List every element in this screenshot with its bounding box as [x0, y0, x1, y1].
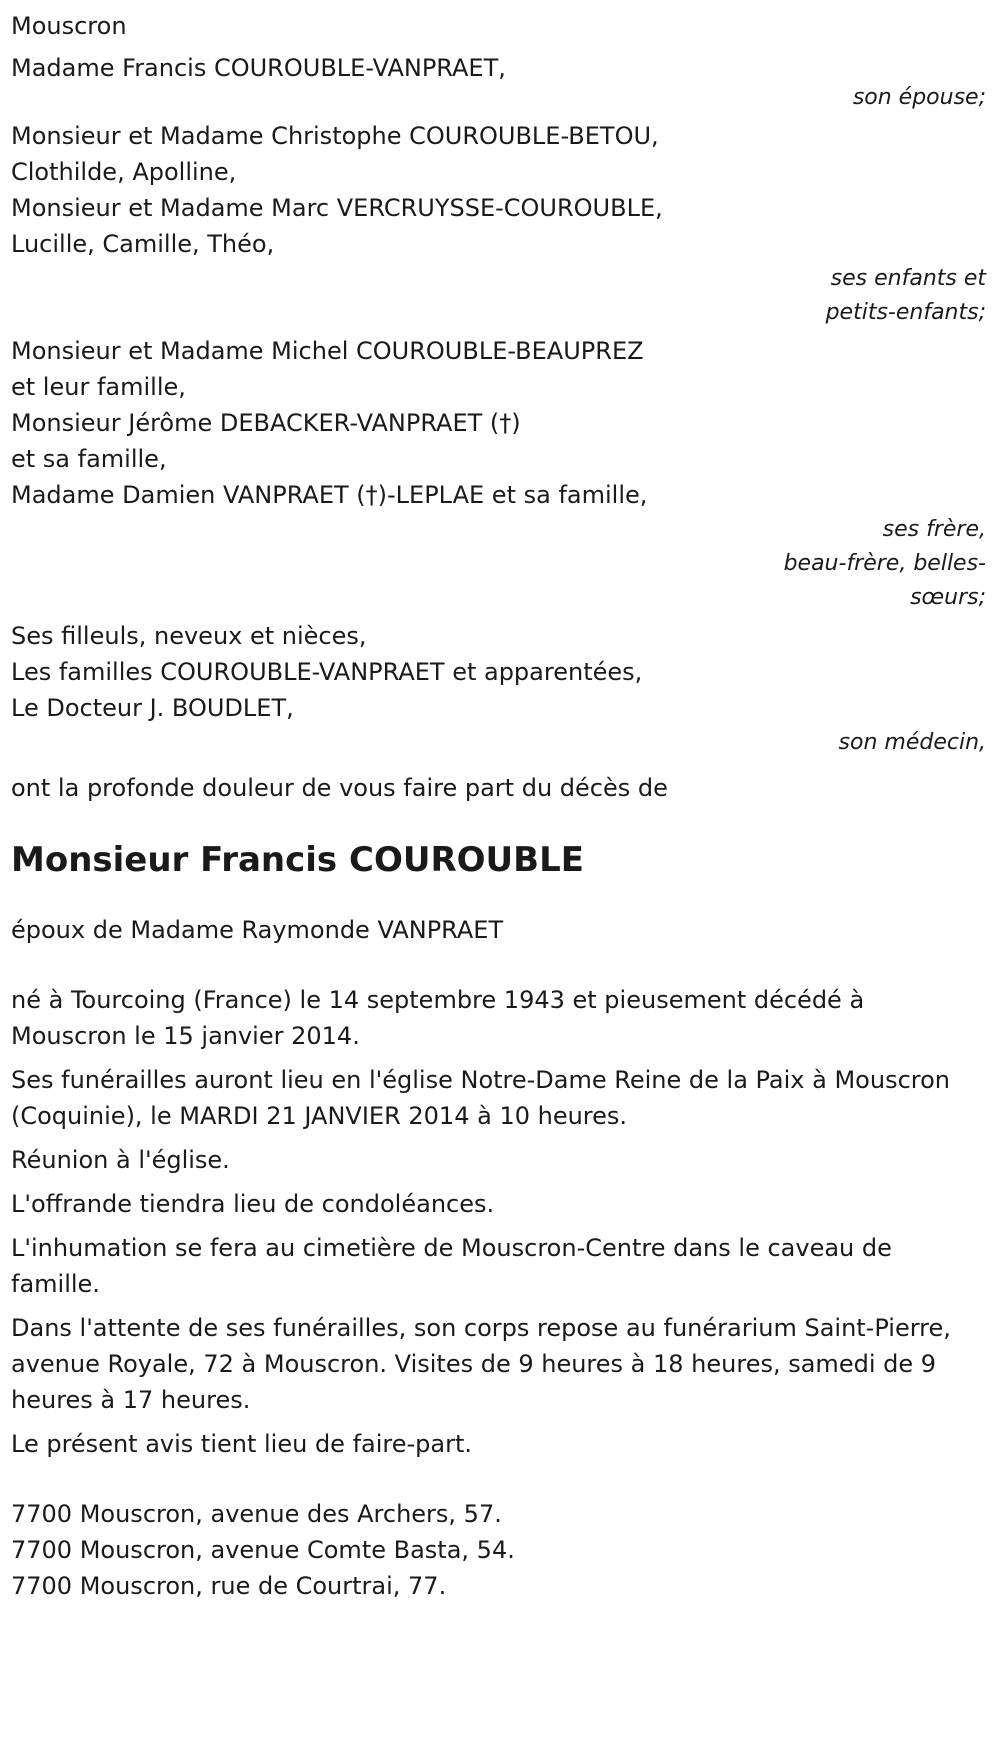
paragraph-funeral: Ses funérailles auront lieu en l'église Notre-Dame Reine de la Paix à Mouscron (Coquinie), le MARDI 21 JANVIER 2014 à 10 heures. — [11, 1066, 950, 1130]
family-line: Le Docteur J. BOUDLET, — [11, 694, 294, 722]
family-group-others — [11, 618, 986, 760]
city-heading: Mouscron — [11, 12, 127, 40]
paragraph-meeting: Réunion à l'église. — [11, 1146, 230, 1174]
family-line: Les familles COUROUBLE-VANPRAET et apparentées, — [11, 658, 643, 686]
paragraph-offering: L'offrande tiendra lieu de condoléances. — [11, 1190, 495, 1218]
address-line: 7700 Mouscron, avenue Comte Basta, 54. — [11, 1536, 515, 1564]
spouse-line: époux de Madame Raymonde VANPRAET — [11, 916, 504, 944]
relation-label: petits-enfants; — [825, 300, 986, 325]
family-line: et leur famille, — [11, 373, 186, 401]
relation-label: ses enfants et — [830, 266, 986, 291]
family-group-siblings — [11, 333, 986, 615]
family-line: Clothilde, Apolline, — [11, 158, 237, 186]
relation-label: ses frère, — [882, 517, 986, 542]
addresses — [11, 1496, 986, 1604]
paragraph-birth-death: né à Tourcoing (France) le 14 septembre 1943 et pieusement décédé à Mouscron le 15 janvier 2014. — [11, 986, 865, 1050]
address-line: 7700 Mouscron, rue de Courtrai, 77. — [11, 1572, 447, 1600]
family-line: Lucille, Camille, Théo, — [11, 230, 275, 258]
paragraph-notice: Le présent avis tient lieu de faire-part. — [11, 1430, 473, 1458]
deceased-name: Monsieur Francis COUROUBLE — [11, 840, 584, 880]
obituary-notice — [11, 8, 986, 1604]
relation-label: son médecin, — [838, 730, 986, 755]
paragraph-visitation: Dans l'attente de ses funérailles, son corps repose au funérarium Saint-Pierre, avenue Royale, 72 à Mouscron. Visites de 9 heures à 18 heures, samedi de 9 heures à 17 heures. — [11, 1314, 951, 1414]
family-group-spouse — [11, 50, 986, 115]
family-line: Monsieur et Madame Christophe COUROUBLE-BETOU, — [11, 122, 659, 150]
family-line: Madame Francis COUROUBLE-VANPRAET, — [11, 54, 506, 82]
relation-label: son épouse; — [852, 85, 986, 110]
family-line: et sa famille, — [11, 445, 167, 473]
family-group-children — [11, 118, 986, 330]
paragraph-burial: L'inhumation se fera au cimetière de Mouscron-Centre dans le caveau de famille. — [11, 1234, 892, 1298]
family-line: Ses filleuls, neveux et nièces, — [11, 622, 367, 650]
family-line: Monsieur et Madame Michel COUROUBLE-BEAUPREZ — [11, 337, 644, 365]
relation-label: beau-frère, belles- — [783, 551, 986, 576]
family-line: Madame Damien VANPRAET (†)-LEPLAE et sa famille, — [11, 481, 648, 509]
family-line: Monsieur Jérôme DEBACKER-VANPRAET (†) — [11, 409, 521, 437]
address-line: 7700 Mouscron, avenue des Archers, 57. — [11, 1500, 502, 1528]
family-line: Monsieur et Madame Marc VERCRUYSSE-COUROUBLE, — [11, 194, 663, 222]
relation-label: sœurs; — [910, 585, 986, 610]
announcement-text: ont la profonde douleur de vous faire part du décès de — [11, 774, 668, 802]
